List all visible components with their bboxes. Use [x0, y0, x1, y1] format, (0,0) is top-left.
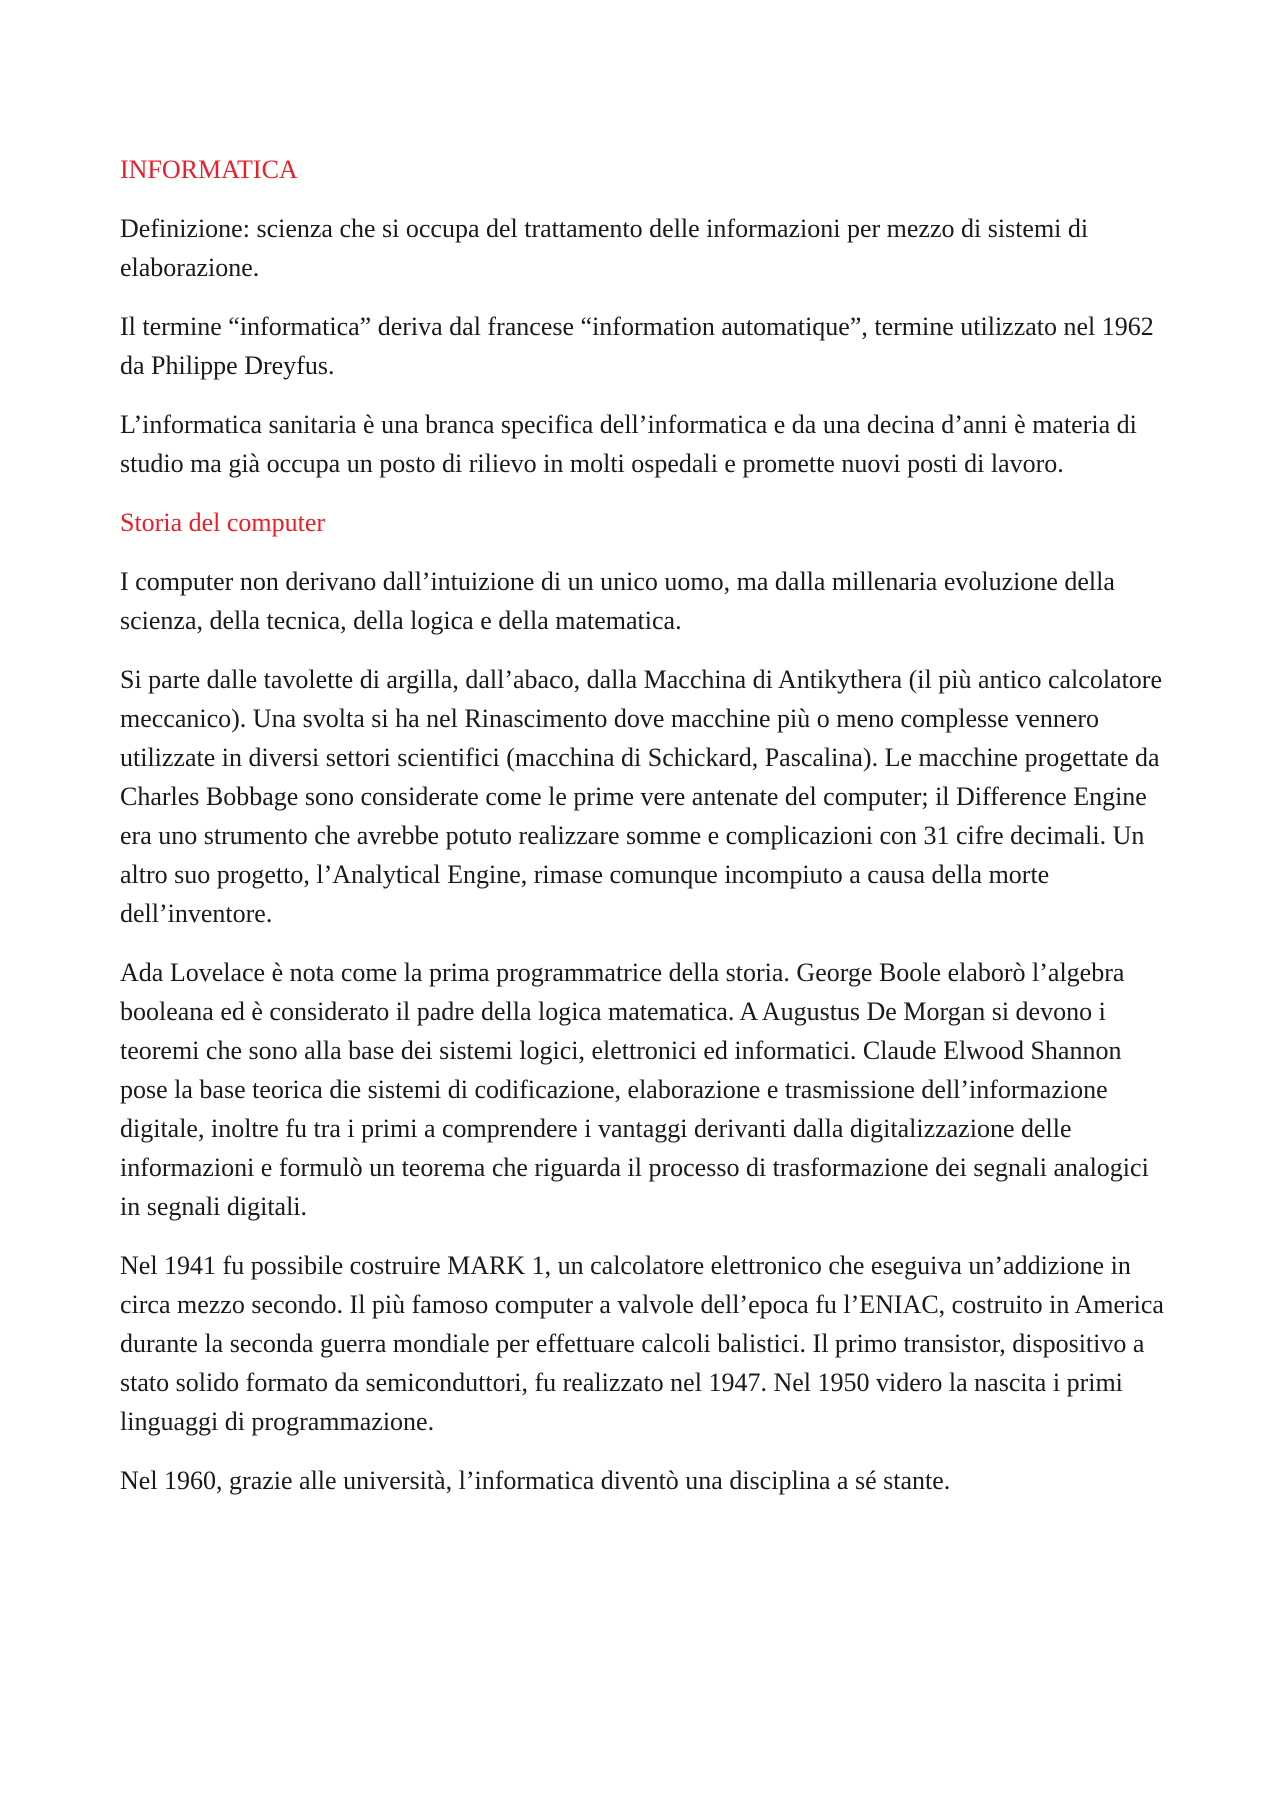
paragraph-history-intro: I computer non derivano dall’intuizione di un unico uomo, ma dalla millenaria evoluzione della scienza, della tecnica, della logica e della matematica.: [120, 567, 1115, 635]
section-title: Storia del computer: [120, 508, 326, 537]
paragraph-twentieth-century: Nel 1941 fu possibile costruire MARK 1, un calcolatore elettronico che eseguiva un’addizione in circa mezzo secondo. Il più famoso computer a valvole dell’epoca fu l’ENIAC, costruito in America durante la seconda guerra mondiale per effettuare calcoli balistici. Il primo transistor, dispositivo a stato solido formato da semiconduttori, fu realizzato nel 1947. Nel 1950 videro la nascita i primi linguaggi di programmazione.: [120, 1251, 1164, 1436]
paragraph-health-informatics: L’informatica sanitaria è una branca specifica dell’informatica e da una decina d’anni è materia di studio ma già occupa un posto di rilievo in molti ospedali e promette nuovi posti di lavoro.: [120, 410, 1137, 478]
paragraph-discipline: Nel 1960, grazie alle università, l’informatica diventò una disciplina a sé stante.: [120, 1466, 951, 1495]
paragraph-term-origin: Il termine “informatica” deriva dal francese “information automatique”, termine utilizzato nel 1962 da Philippe Dreyfus.: [120, 312, 1154, 380]
document-title: INFORMATICA: [120, 155, 298, 184]
document-body: [120, 150, 1165, 1520]
paragraph-early-machines: Si parte dalle tavolette di argilla, dall’abaco, dalla Macchina di Antikythera (il più antico calcolatore meccanico). Una svolta si ha nel Rinascimento dove macchine più o meno complesse vennero utilizzate in diversi settori scientifici (macchina di Schickard, Pascalina). Le macchine progettate da Charles Bobbage sono considerate come le prime vere antenate del computer; il Difference Engine era uno strumento che avrebbe potuto realizzare somme e complicazioni con 31 cifre decimali. Un altro suo progetto, l’Analytical Engine, rimase comunque incompiuto a causa della morte dell’inventore.: [120, 665, 1163, 928]
paragraph-pioneers: Ada Lovelace è nota come la prima programmatrice della storia. George Boole elaborò l’algebra booleana ed è considerato il padre della logica matematica. A Augustus De Morgan si devono i teoremi che sono alla base dei sistemi logici, elettronici ed informatici. Claude Elwood Shannon pose la base teorica die sistemi di codificazione, elaborazione e trasmissione dell’informazione digitale, inoltre fu tra i primi a comprendere i vantaggi derivanti dalla digitalizzazione delle informazioni e formulò un teorema che riguarda il processo di trasformazione dei segnali analogici in segnali digitali.: [120, 958, 1149, 1221]
paragraph-definition: Definizione: scienza che si occupa del trattamento delle informazioni per mezzo di sistemi di elaborazione.: [120, 214, 1089, 282]
